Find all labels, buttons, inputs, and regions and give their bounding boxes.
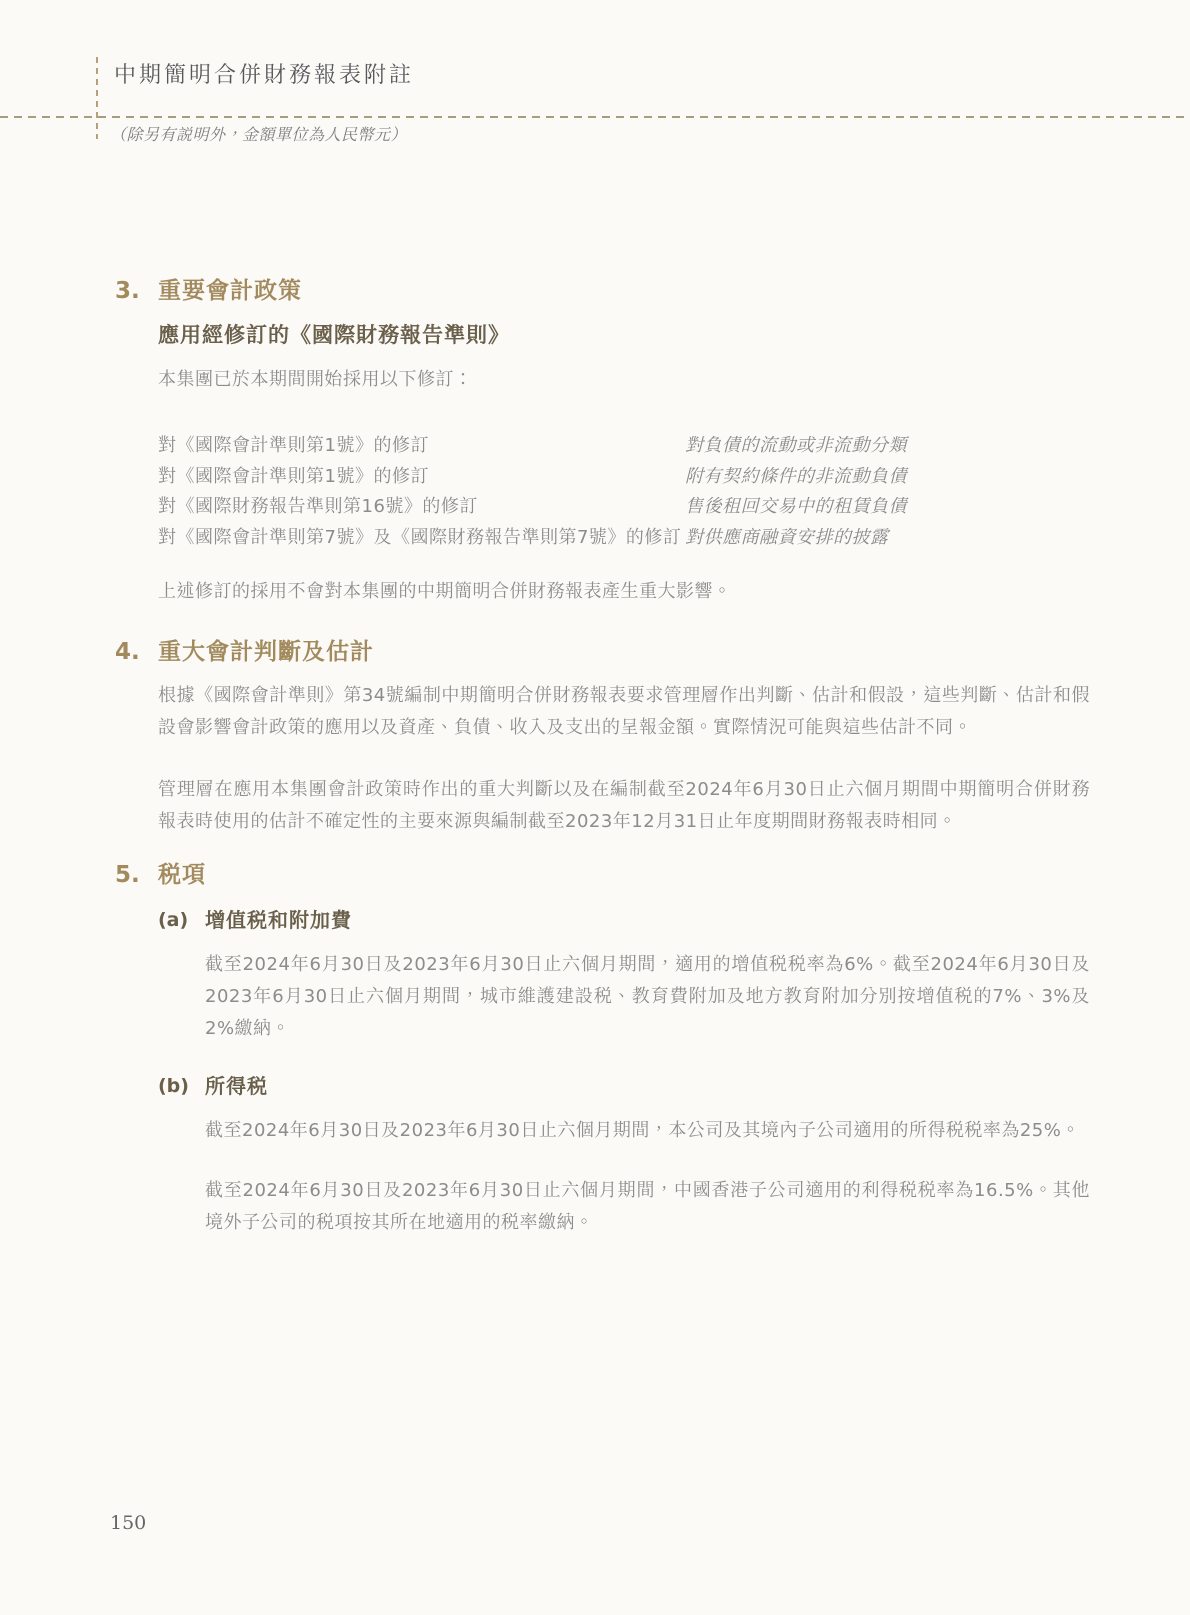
- amendment-subject: 對負債的流動或非流動分類: [685, 435, 907, 456]
- amendment-subject: 附有契約條件的非流動負債: [685, 465, 907, 487]
- subsection-body: [205, 949, 1090, 1045]
- section-title: 重大會計判斷及估計: [158, 639, 374, 665]
- subsection-vat-and-surcharges: [158, 907, 1090, 1045]
- section-number: 3.: [115, 278, 140, 304]
- paragraph: 根據《國際會計準則》第34號編制中期簡明合併財務報表要求管理層作出判斷、估計和假設，這些判斷、估計和假設會影響會計政策的應用以及資產、負債、收入及支出的呈報金額。實際情況可能與這些估計不同。: [158, 685, 1090, 738]
- amendment-standard: 對《國際會計準則第7號》及《國際財務報告準則第7號》的修訂: [158, 526, 682, 548]
- amendment-row: [158, 431, 1090, 462]
- subsection-heading: [158, 907, 1090, 933]
- paragraph: 截至2024年6月30日及2023年6月30日止六個月期間，中國香港子公司適用的利得税税率為16.5%。其他境外子公司的税項按其所在地適用的税率繳納。: [205, 1180, 1090, 1233]
- amendments-list: [158, 431, 1090, 553]
- header-vertical-dashed-rule: [96, 57, 98, 139]
- page-subtitle: （除另有説明外，金額單位為人民幣元）: [110, 125, 408, 144]
- header-horizontal-dashed-rule: [0, 116, 1190, 118]
- amendment-standard: 對《國際會計準則第1號》的修訂: [158, 465, 429, 487]
- closing-paragraph: 上述修訂的採用不會對本集團的中期簡明合併財務報表產生重大影響。: [158, 581, 732, 602]
- amendment-subject: 售後租回交易中的租賃負債: [685, 496, 907, 517]
- section-heading: [115, 639, 1090, 666]
- subsection-heading-revised-ifrs: 應用經修訂的《國際財務報告準則》: [158, 323, 510, 347]
- paragraph: 截至2024年6月30日及2023年6月30日止六個月期間，本公司及其境內子公司適用的所得税税率為25%。: [205, 1120, 1080, 1141]
- amendment-standard: 對《國際財務報告準則第16號》的修訂: [158, 496, 478, 517]
- subsection-income-tax: [158, 1073, 1090, 1239]
- subsection-title: 所得税: [205, 1074, 268, 1098]
- amendment-row: [158, 523, 1090, 554]
- amendment-row: [158, 492, 1090, 523]
- page-number: 150: [110, 1512, 147, 1534]
- section-significant-accounting-policies: [115, 278, 1090, 607]
- section-heading: [115, 278, 1090, 305]
- amendment-row: [158, 462, 1090, 493]
- subsection-heading: [158, 1073, 1090, 1099]
- subsection-marker: (a): [158, 909, 189, 931]
- section-heading: [115, 862, 1090, 889]
- section-body: [158, 321, 1090, 607]
- page-title: 中期簡明合併財務報表附註: [114, 63, 415, 88]
- notes-content: [115, 278, 1090, 1239]
- amendment-standard: 對《國際會計準則第1號》的修訂: [158, 435, 429, 456]
- section-taxation: [115, 862, 1090, 1239]
- section-number: 4.: [115, 639, 140, 665]
- section-body: [158, 680, 1090, 838]
- section-title: 税項: [158, 862, 206, 888]
- paragraph: 管理層在應用本集團會計政策時作出的重大判斷以及在編制截至2024年6月30日止六個月期間中期簡明合併財務報表時使用的估計不確定性的主要來源與編制截至2023年12月31日止年度期間財務報表時相同。: [158, 779, 1090, 832]
- section-title: 重要會計政策: [158, 278, 302, 304]
- subsection-title: 增值税和附加費: [205, 908, 352, 932]
- paragraph: 截至2024年6月30日及2023年6月30日止六個月期間，適用的增值税税率為6%。截至2024年6月30日及2023年6月30日止六個月期間，城市維護建設税、教育費附加及地方教育附加分別按增值税的7%、3%及2%繳納。: [205, 954, 1090, 1039]
- section-judgements-and-estimates: [115, 639, 1090, 838]
- section-body: [158, 907, 1090, 1239]
- section-number: 5.: [115, 862, 140, 888]
- amendment-subject: 對供應商融資安排的披露: [685, 526, 889, 548]
- intro-paragraph: 本集團已於本期間開始採用以下修訂：: [158, 369, 473, 390]
- subsection-body: [205, 1115, 1090, 1239]
- subsection-marker: (b): [158, 1075, 189, 1097]
